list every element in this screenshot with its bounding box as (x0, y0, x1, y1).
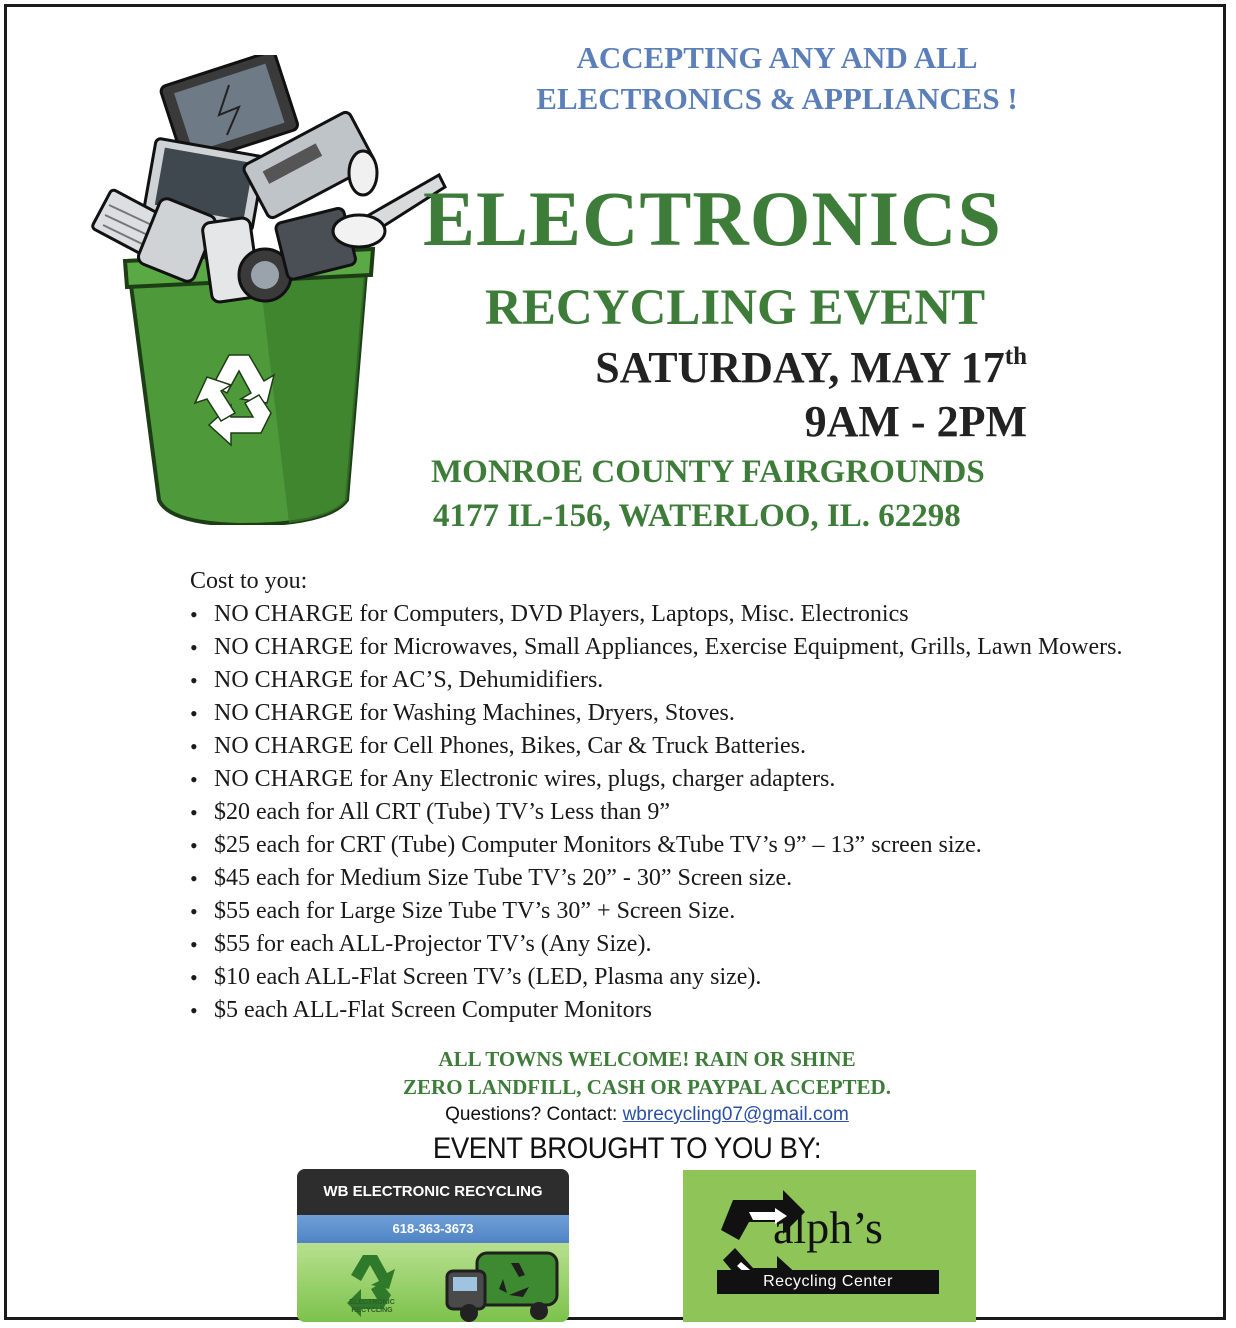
welcome-line-2: ZERO LANDFILL, CASH OR PAYPAL ACCEPTED. (403, 1075, 891, 1099)
pricing-item: • $10 each ALL-Flat Screen TV’s (LED, Plasma any size). (190, 961, 1123, 994)
pricing-list (190, 598, 1123, 1027)
brought-by-heading: EVENT BROUGHT TO YOU BY: (432, 1132, 822, 1165)
accepting-banner (437, 37, 1117, 119)
wb-recycling-logo (297, 1169, 569, 1322)
pricing-item: • $20 each for All CRT (Tube) TV’s Less than 9” (190, 796, 1123, 829)
ralphs-recycling-logo (683, 1170, 976, 1322)
wb-logo-phone: 618-363-3673 (297, 1215, 569, 1243)
welcome-banner (307, 1045, 987, 1101)
wb-logo-name: WB ELECTRONIC RECYCLING (297, 1169, 569, 1215)
accepting-line-2: ELECTRONICS & APPLIANCES ! (536, 81, 1018, 116)
flyer-frame (4, 4, 1226, 1320)
electronics-pile (91, 55, 445, 303)
wb-logo-graphic (297, 1243, 569, 1322)
pricing-item: • NO CHARGE for Computers, DVD Players, Laptops, Misc. Electronics (190, 598, 1123, 631)
pricing-item: • $45 each for Medium Size Tube TV’s 20” - 30” Screen size. (190, 862, 1123, 895)
pricing-item: • NO CHARGE for Microwaves, Small Appliances, Exercise Equipment, Grills, Lawn Mowers. (190, 631, 1123, 664)
pricing-item: • NO CHARGE for Washing Machines, Dryers, Stoves. (190, 697, 1123, 730)
accepting-line-1: ACCEPTING ANY AND ALL (576, 40, 978, 75)
truck-icon (447, 1253, 557, 1322)
ralphs-logo-subtitle: Recycling Center (717, 1270, 939, 1294)
event-subtitle: RECYCLING EVENT (485, 280, 986, 336)
event-address: 4177 IL-156, WATERLOO, IL. 62298 (433, 498, 961, 534)
event-title: ELECTRONICS (423, 175, 1002, 262)
event-date-suffix: th (1004, 343, 1027, 370)
event-date-main: SATURDAY, MAY 17 (595, 343, 1005, 392)
contact-line (307, 1102, 987, 1128)
contact-label: Questions? Contact: (445, 1104, 618, 1125)
pricing-item: • NO CHARGE for Any Electronic wires, plugs, charger adapters. (190, 763, 1123, 796)
pricing-item: • $25 each for CRT (Tube) Computer Monitors &Tube TV’s 9” – 13” screen size. (190, 829, 1123, 862)
pricing-item: • NO CHARGE for Cell Phones, Bikes, Car & Truck Batteries. (190, 730, 1123, 763)
contact-email-link[interactable]: wbrecycling07@gmail.com (622, 1104, 849, 1125)
ralphs-logo-name: alph’s (773, 1202, 883, 1253)
pricing-item: • $55 each for Large Size Tube TV’s 30” + Screen Size. (190, 895, 1123, 928)
wb-logo-tag: ELECTRONIC RECYCLING (349, 1299, 395, 1314)
event-venue: MONROE COUNTY FAIRGROUNDS (431, 454, 985, 490)
pricing-item: • $55 for each ALL-Projector TV’s (Any Size). (190, 928, 1123, 961)
recycle-bin-illustration (89, 55, 449, 525)
event-time: 9AM - 2PM (804, 397, 1027, 446)
pricing-item: • $5 each ALL-Flat Screen Computer Monitors (190, 994, 1123, 1027)
cost-label: Cost to you: (190, 568, 308, 594)
welcome-line-1: ALL TOWNS WELCOME! RAIN OR SHINE (438, 1047, 856, 1071)
pricing-item: • NO CHARGE for AC’S, Dehumidifiers. (190, 664, 1123, 697)
event-date (595, 340, 1027, 396)
